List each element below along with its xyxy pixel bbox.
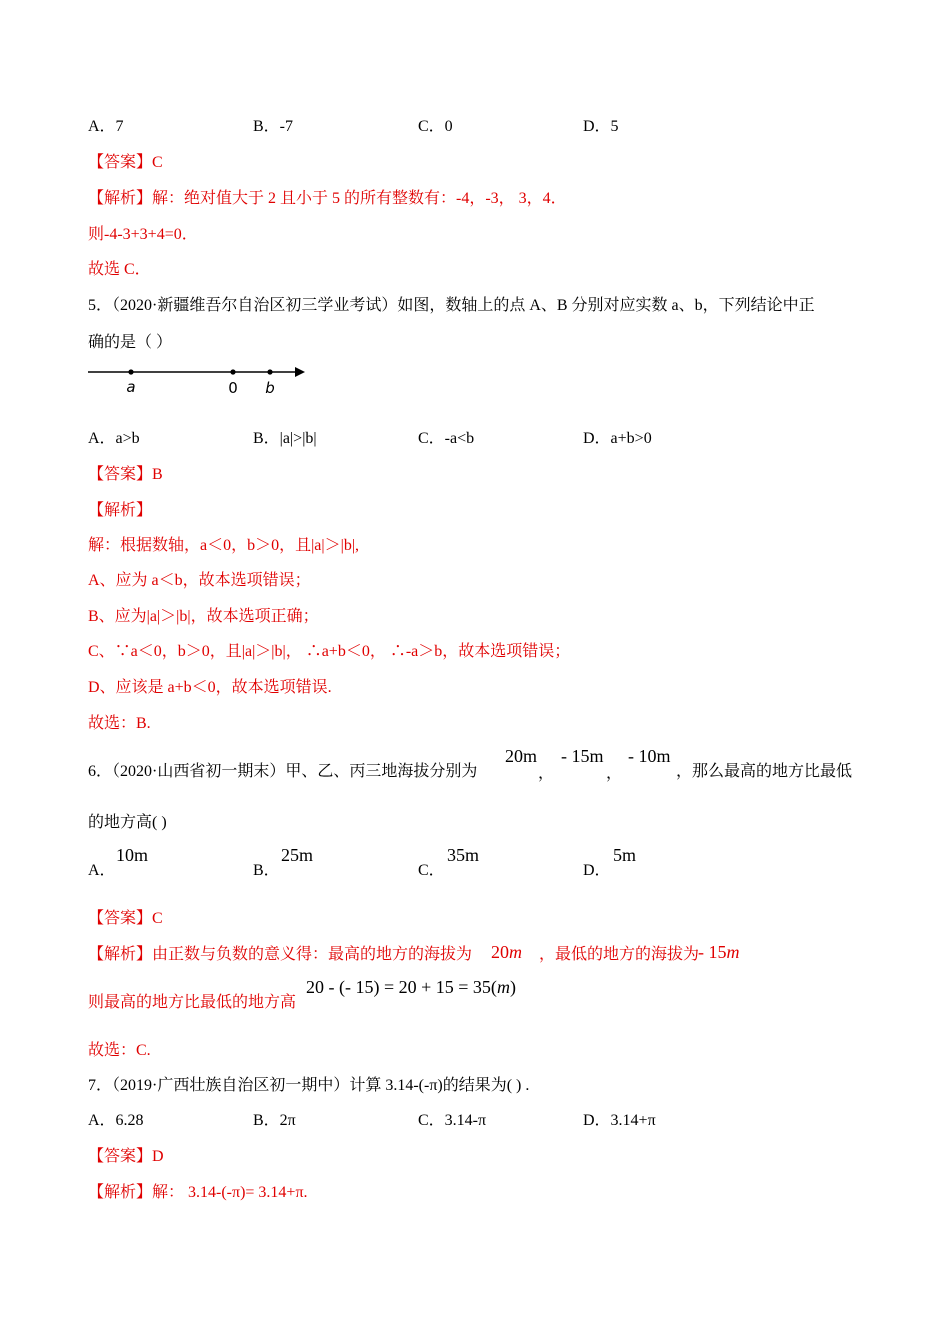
q6-option-d-letter: D． <box>583 862 611 879</box>
label-b: b <box>265 379 275 397</box>
q6-option-a-letter: A． <box>88 862 116 879</box>
q7-answer: 【答案】D <box>88 1148 164 1165</box>
q5-number-line <box>86 360 316 400</box>
q6-option-b-value: 25m <box>281 845 314 865</box>
q4-option-a: A．7 <box>88 118 124 135</box>
q7-analysis-label: 【解析】 <box>88 1184 153 1201</box>
q4-analysis-line2: 则-4-3+3+4=0． <box>88 226 198 243</box>
q6-low-unit: m <box>726 942 740 962</box>
q6-formula-unit: m <box>496 977 510 997</box>
point-0 <box>230 369 235 374</box>
q7-analysis-text: 解： 3.14-(-π)= 3.14+π. <box>152 1184 308 1201</box>
q6-high-num: 20 <box>491 942 509 962</box>
q6-option-d-value: 5m <box>613 845 637 865</box>
q6-formula <box>306 977 516 998</box>
q4-analysis-label: 【解析】 <box>88 190 153 207</box>
q5-stem-line2: 确的是（ ） <box>88 334 173 351</box>
q6-comma-2: ， <box>606 765 623 782</box>
q4-option-b: B．-7 <box>253 118 294 135</box>
q5-analysis-line3: B、应为|a|＞|b|，故本选项正确； <box>88 608 319 625</box>
q6-formula-main: 20 - (- 15) = 20 + 15 = 35( <box>306 977 497 997</box>
q6-analysis <box>88 945 472 965</box>
q5-analysis-line4: C、∵a＜0，b＞0，且|a|＞|b|， ∴a+b＜0， ∴-a＞b，故本选项错误； <box>88 643 571 660</box>
point-a <box>128 369 133 374</box>
q4-analysis <box>88 189 567 209</box>
q6-low-num: - 15 <box>698 942 727 962</box>
q6-highest-altitude <box>491 942 522 963</box>
q6-stem-line2: 的地方高( ) <box>88 814 167 831</box>
q6-high-unit: m <box>509 942 522 962</box>
q4-analysis-text: 解：绝对值大于 2 且小于 5 的所有整数有：-4，-3， 3，4． <box>152 190 567 207</box>
q5-analysis-line2: A、应为 a＜b，故本选项错误； <box>88 572 311 589</box>
q6-value-2: - 15m <box>561 746 604 766</box>
q6-analysis-label: 【解析】 <box>88 946 153 963</box>
q6-analysis-text: 由正数与负数的意义得：最高的地方的海拔为 <box>152 946 473 963</box>
q6-option-b-letter: B． <box>253 862 280 879</box>
q7-option-b: B．2π <box>253 1112 296 1129</box>
number-line-arrow-icon <box>295 367 305 377</box>
q6-option-a-value: 10m <box>116 845 149 865</box>
q5-answer: 【答案】B <box>88 466 163 483</box>
q6-stem-suffix: ，那么最高的地方比最低 <box>676 763 853 780</box>
q6-answer: 【答案】C <box>88 910 163 927</box>
q4-conclusion: 故选 C． <box>88 261 151 278</box>
q6-conclusion: 故选：C. <box>88 1042 151 1059</box>
q6-value-3: - 10m <box>628 746 671 766</box>
q6-option-c-letter: C． <box>418 862 445 879</box>
q5-conclusion: 故选：B. <box>88 715 151 732</box>
q6-lowest-altitude <box>698 942 740 963</box>
q5-option-c: C．-a<b <box>418 430 475 447</box>
q5-analysis-label: 【解析】 <box>88 502 153 519</box>
label-a: a <box>126 378 136 396</box>
q6-formula-close: ) <box>509 977 516 997</box>
q5-option-d: D．a+b>0 <box>583 430 652 447</box>
q5-option-b: B．|a|>|b| <box>253 430 317 447</box>
point-b <box>267 369 272 374</box>
q4-option-c: C．0 <box>418 118 453 135</box>
q6-analysis-line2: 则最高的地方比最低的地方高 <box>88 994 297 1011</box>
q6-stem-prefix: 6．（2020·山西省初一期末）甲、乙、丙三地海拔分别为 <box>88 763 478 780</box>
label-0: 0 <box>228 379 238 397</box>
q5-stem-line1: 5．（2020·新疆维吾尔自治区初三学业考试）如图，数轴上的点 A、B 分别对应实数 a、b，下列结论中正 <box>88 297 815 314</box>
q7-stem: 7．（2019·广西壮族自治区初一期中）计算 3.14-(-π)的结果为( ) . <box>88 1077 530 1094</box>
q7-option-c: C．3.14-π <box>418 1112 487 1129</box>
q5-analysis-line5: D、应该是 a+b＜0，故本选项错误. <box>88 679 332 696</box>
q6-option-c-value: 35m <box>447 845 480 865</box>
q6-analysis-mid: ，最低的地方的海拔为 <box>539 946 700 963</box>
q4-option-d: D．5 <box>583 118 619 135</box>
q5-option-a: A．a>b <box>88 430 140 447</box>
q7-analysis <box>88 1183 308 1203</box>
q5-analysis-line1: 解：根据数轴，a＜0，b＞0，且|a|＞|b|, <box>88 537 360 554</box>
q7-option-d: D．3.14+π <box>583 1112 656 1129</box>
q4-answer: 【答案】C <box>88 154 163 171</box>
q6-value-1: 20m <box>505 746 538 766</box>
q7-option-a: A．6.28 <box>88 1112 144 1129</box>
q6-comma-1: ， <box>538 765 555 782</box>
